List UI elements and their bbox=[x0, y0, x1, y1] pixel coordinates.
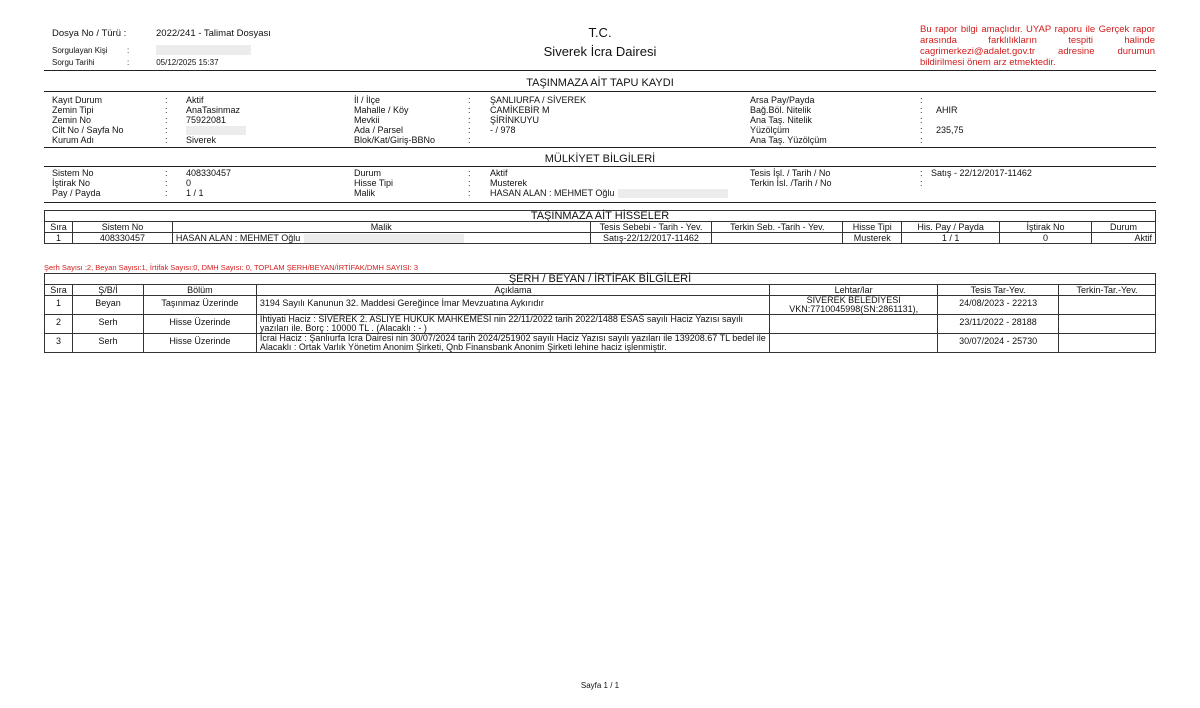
mulkiyet-col1-values: 408330457 0 1 / 1 bbox=[186, 168, 232, 198]
mulkiyet-col3-labels: Tesis İşl. / Tarih / No Terkin İsl. /Tarih / No bbox=[750, 168, 832, 188]
dosya-label: Dosya No / Türü : bbox=[52, 28, 127, 39]
hisseler-title: TAŞINMAZA AİT HİSSELER bbox=[45, 211, 1156, 222]
country-title: T.C. bbox=[588, 25, 612, 40]
hisseler-table bbox=[44, 210, 1156, 244]
table-row: 2 Serh Hisse Üzerinde İhtiyati Haciz : SİVEREK 2. ASLİYE HUKUK MAHKEMESİ nin 22/11/2022 tarih 2022/1488 ESAS sayılı Haciz Yazısı sayılı yazıları ile. Borç : 10000 TL . (Alacaklı : - ) 23/11/2022 - 28188 bbox=[45, 315, 1156, 334]
table-header: Sıra Sistem No Malik Tesis Sebebi - Tarih - Yev. Terkin Seb. -Tarih - Yev. Hisse Tipi His. Pay / Payda İştirak No Durum bbox=[45, 222, 1156, 233]
tapu-col3-labels: Arsa Pay/Payda Bağ.Böl. Nitelik Ana Taş. Nitelik Yüzölçüm Ana Taş. Yüzölçüm bbox=[750, 95, 827, 145]
sorgu-tarihi-value: 05/12/2025 15:37 bbox=[156, 58, 219, 67]
tapu-title: TAŞINMAZA AİT TAPU KAYDI bbox=[526, 77, 674, 89]
mulkiyet-col3-values: Satış - 22/12/2017-11462 bbox=[931, 168, 1032, 178]
mulkiyet-title: MÜLKİYET BİLGİLERİ bbox=[544, 153, 656, 165]
tapu-col3-values: AHIR 235,75 bbox=[936, 105, 964, 135]
divider bbox=[44, 70, 1156, 71]
divider bbox=[44, 147, 1156, 148]
table-header: Sıra Ş/B/İ Bölüm Açıklama Lehtar/lar Tesis Tar-Yev. Terkin-Tar.-Yev. bbox=[45, 285, 1156, 296]
sorgulayan-label: Sorgulayan Kişi bbox=[52, 46, 108, 55]
sorgu-tarihi-label: Sorgu Tarihi bbox=[52, 58, 95, 67]
tapu-col1-labels: Kayıt Durum Zemin Tipi Zemin No Cilt No / Sayfa No Kurum Adı bbox=[52, 95, 124, 145]
divider bbox=[44, 166, 1156, 167]
serh-summary: Şerh Sayısı :2, Beyan Sayısı:1, İrtifak Sayısı:0, DMH Sayısı: 0, TOPLAM ŞERH/BEYAN/İRTİFAK/DMH SAYISI: 3 bbox=[44, 263, 419, 272]
divider bbox=[44, 91, 1156, 92]
dosya-value: 2022/241 - Talimat Dosyası bbox=[156, 28, 271, 39]
office-title: Siverek İcra Dairesi bbox=[543, 44, 657, 59]
divider bbox=[44, 202, 1156, 203]
table-row: 1 Beyan Taşınmaz Üzerinde 3194 Sayılı Kanunun 32. Maddesi Gereğince İmar Mevzuatına Aykırıdır SİVEREK BELEDİYESİ VKN:7710045998(SN:2861131), 24/08/2023 - 22213 bbox=[45, 296, 1156, 315]
table-row: 3 Serh Hisse Üzerinde İcrai Haciz : Şanlıurfa İcra Dairesi nin 30/07/2024 tarih 2024/251902 sayılı Haciz Yazısı sayılı yazıları ile 139208.67 TL bedel ile Alacaklı : Ortak Varlık Yönetim Anonim Şirketi, Qnb Finansbank Anonim Şirketi lehine haciz işlenmiştir. 30/07/2024 - 25730 bbox=[45, 334, 1156, 353]
warning-text: Bu rapor bilgi amaçlıdır. UYAP raporu ile Gerçek rapor arasında farklılıkların tespiti halinde cagrimerkezi@adalet.gov.tr adresine durumun bildirilmesi önem arz etmektedir. bbox=[920, 24, 1155, 68]
table-row: 1 408330457 HASAN ALAN : MEHMET Oğlu Satış-22/12/2017-11462 Musterek 1 / 1 0 Aktif bbox=[45, 233, 1156, 244]
file-info: Dosya No / Türü : 2022/241 - Talimat Dosyası Sorgulayan Kişi : Sorgu Tarihi : 05/12/2025 15:37 bbox=[52, 28, 271, 67]
mulkiyet-col2-values: Aktif Musterek HASAN ALAN : MEHMET Oğlu bbox=[490, 168, 728, 198]
tapu-col2-labels: İl / İlçe Mahalle / Köy Mevkii Ada / Parsel Blok/Kat/Giriş-BBNo bbox=[354, 95, 436, 145]
mulkiyet-col1-labels: Sistem No İştirak No Pay / Payda bbox=[52, 168, 101, 198]
serh-title: ŞERH / BEYAN / İRTİFAK BİLGİLERİ bbox=[45, 274, 1156, 285]
tapu-col2-values: ŞANLIURFA / SİVEREK CAMİKEBİR M ŞİRİNKUYU - / 978 bbox=[490, 95, 587, 135]
tapu-col1-values: Aktif AnaTasinmaz 75922081 Siverek bbox=[186, 95, 246, 145]
serh-table bbox=[44, 273, 1156, 353]
page-number: Sayfa 1 / 1 bbox=[580, 681, 620, 690]
mulkiyet-col2-labels: Durum Hisse Tipi Malik bbox=[354, 168, 394, 198]
